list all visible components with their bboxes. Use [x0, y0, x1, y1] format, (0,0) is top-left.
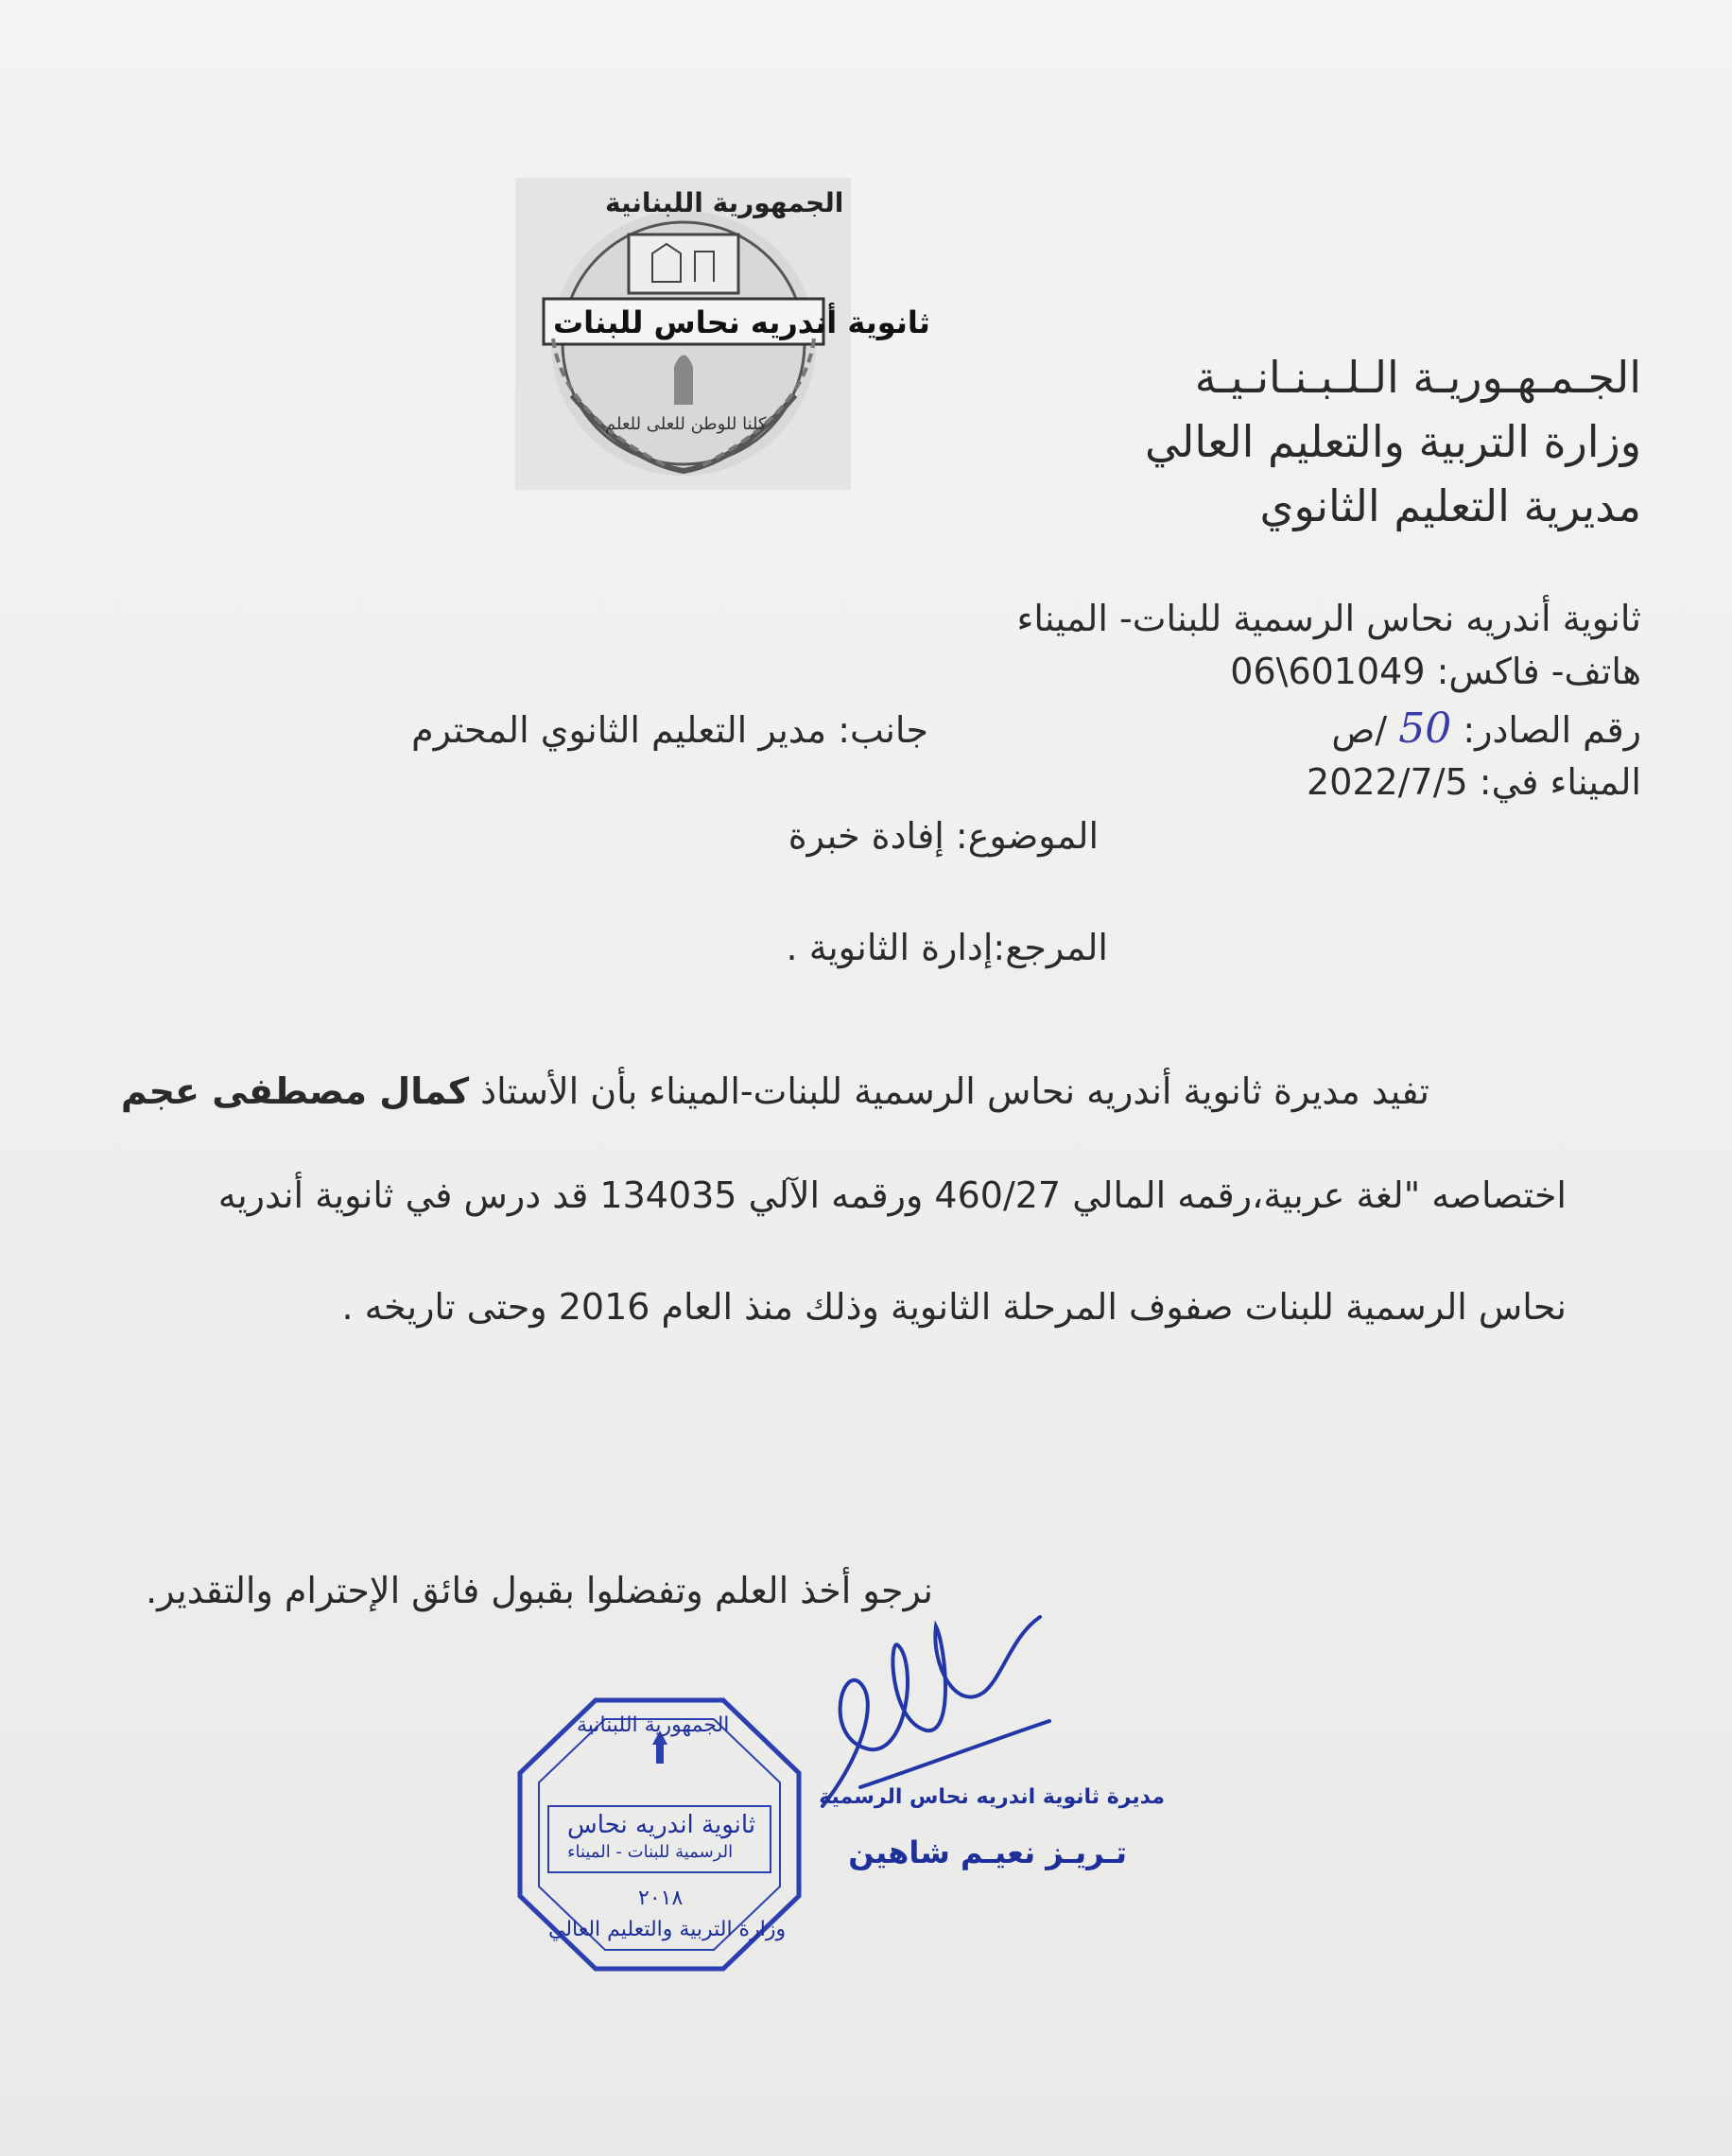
school-name: ثانوية أندريه نحاس الرسمية للبنات- الميناء	[1016, 598, 1641, 639]
closing-line: نرجو أخذ العلم وتفضلوا بقبول فائق الإحترام والتقدير.	[146, 1570, 933, 1611]
stamp-bottom-text: وزارة التربية والتعليم العالي	[548, 1918, 787, 1941]
stamp-year: ٢٠١٨	[638, 1886, 684, 1910]
paragraph-line-1	[121, 1070, 1429, 1112]
phone-line	[1230, 651, 1641, 692]
school-logo	[515, 178, 930, 490]
paragraph-line-1-text: تفيد مديرة ثانوية أندريه نحاس الرسمية للبنات-الميناء بأن الأستاذ	[480, 1070, 1429, 1112]
logo-bottom-text: كلنا للوطن للعلى للعلم	[605, 414, 767, 434]
signature-name: تـريـز نعيـم شاهين	[848, 1834, 1127, 1870]
phone-label: هاتف- فاكس:	[1436, 651, 1641, 692]
signature-title: مديرة ثانوية اندريه نحاس الرسمية	[819, 1785, 1165, 1809]
phone-value: 06\601049	[1230, 651, 1426, 692]
ref-label: رقم الصادر:	[1463, 709, 1641, 751]
recipient: جانب: مدير التعليم الثانوي المحترم	[411, 709, 928, 751]
paragraph-line-3: نحاس الرسمية للبنات صفوف المرحلة الثانوية وذلك منذ العام 2016 وحتى تاريخه .	[341, 1286, 1567, 1328]
subject: الموضوع: إفادة خبرة	[788, 815, 1099, 857]
ref-suffix: /ص	[1331, 709, 1388, 751]
reference: المرجع:إدارة الثانوية .	[786, 927, 1108, 968]
ref-number: 50	[1398, 704, 1452, 753]
ref-line	[1331, 704, 1641, 753]
header-directorate: مديرية التعليم الثانوي	[1259, 480, 1641, 531]
teacher-name: كمال مصطفى عجم	[120, 1070, 470, 1112]
paragraph-line-2: اختصاصه "لغة عربية،رقمه المالي 460/27 ورقمه الآلي 134035 قد درس في ثانوية أندريه	[217, 1174, 1567, 1216]
date-line	[1307, 761, 1641, 803]
official-stamp	[511, 1693, 808, 1976]
date-value: 2022/7/5	[1307, 761, 1468, 803]
handwritten-signature	[804, 1608, 1068, 1872]
header-republic: الجـمـهـوريـة الـلـبـنـانـيـة	[1194, 352, 1641, 403]
stamp-middle-text: ثانوية اندريه نحاس	[567, 1811, 756, 1839]
signature-scribble-icon	[804, 1608, 1068, 1872]
logo-top-text: الجمهورية اللبنانية	[605, 187, 844, 218]
date-label: الميناء في:	[1479, 761, 1641, 803]
logo-center-text: ثانوية أندريه نحاس للبنات	[553, 304, 930, 340]
stamp-middle-sub: الرسمية للبنات - الميناء	[567, 1842, 734, 1862]
header-ministry: وزارة التربية والتعليم العالي	[1145, 416, 1641, 467]
stamp-top-text: الجمهورية اللبنانية	[577, 1713, 730, 1737]
